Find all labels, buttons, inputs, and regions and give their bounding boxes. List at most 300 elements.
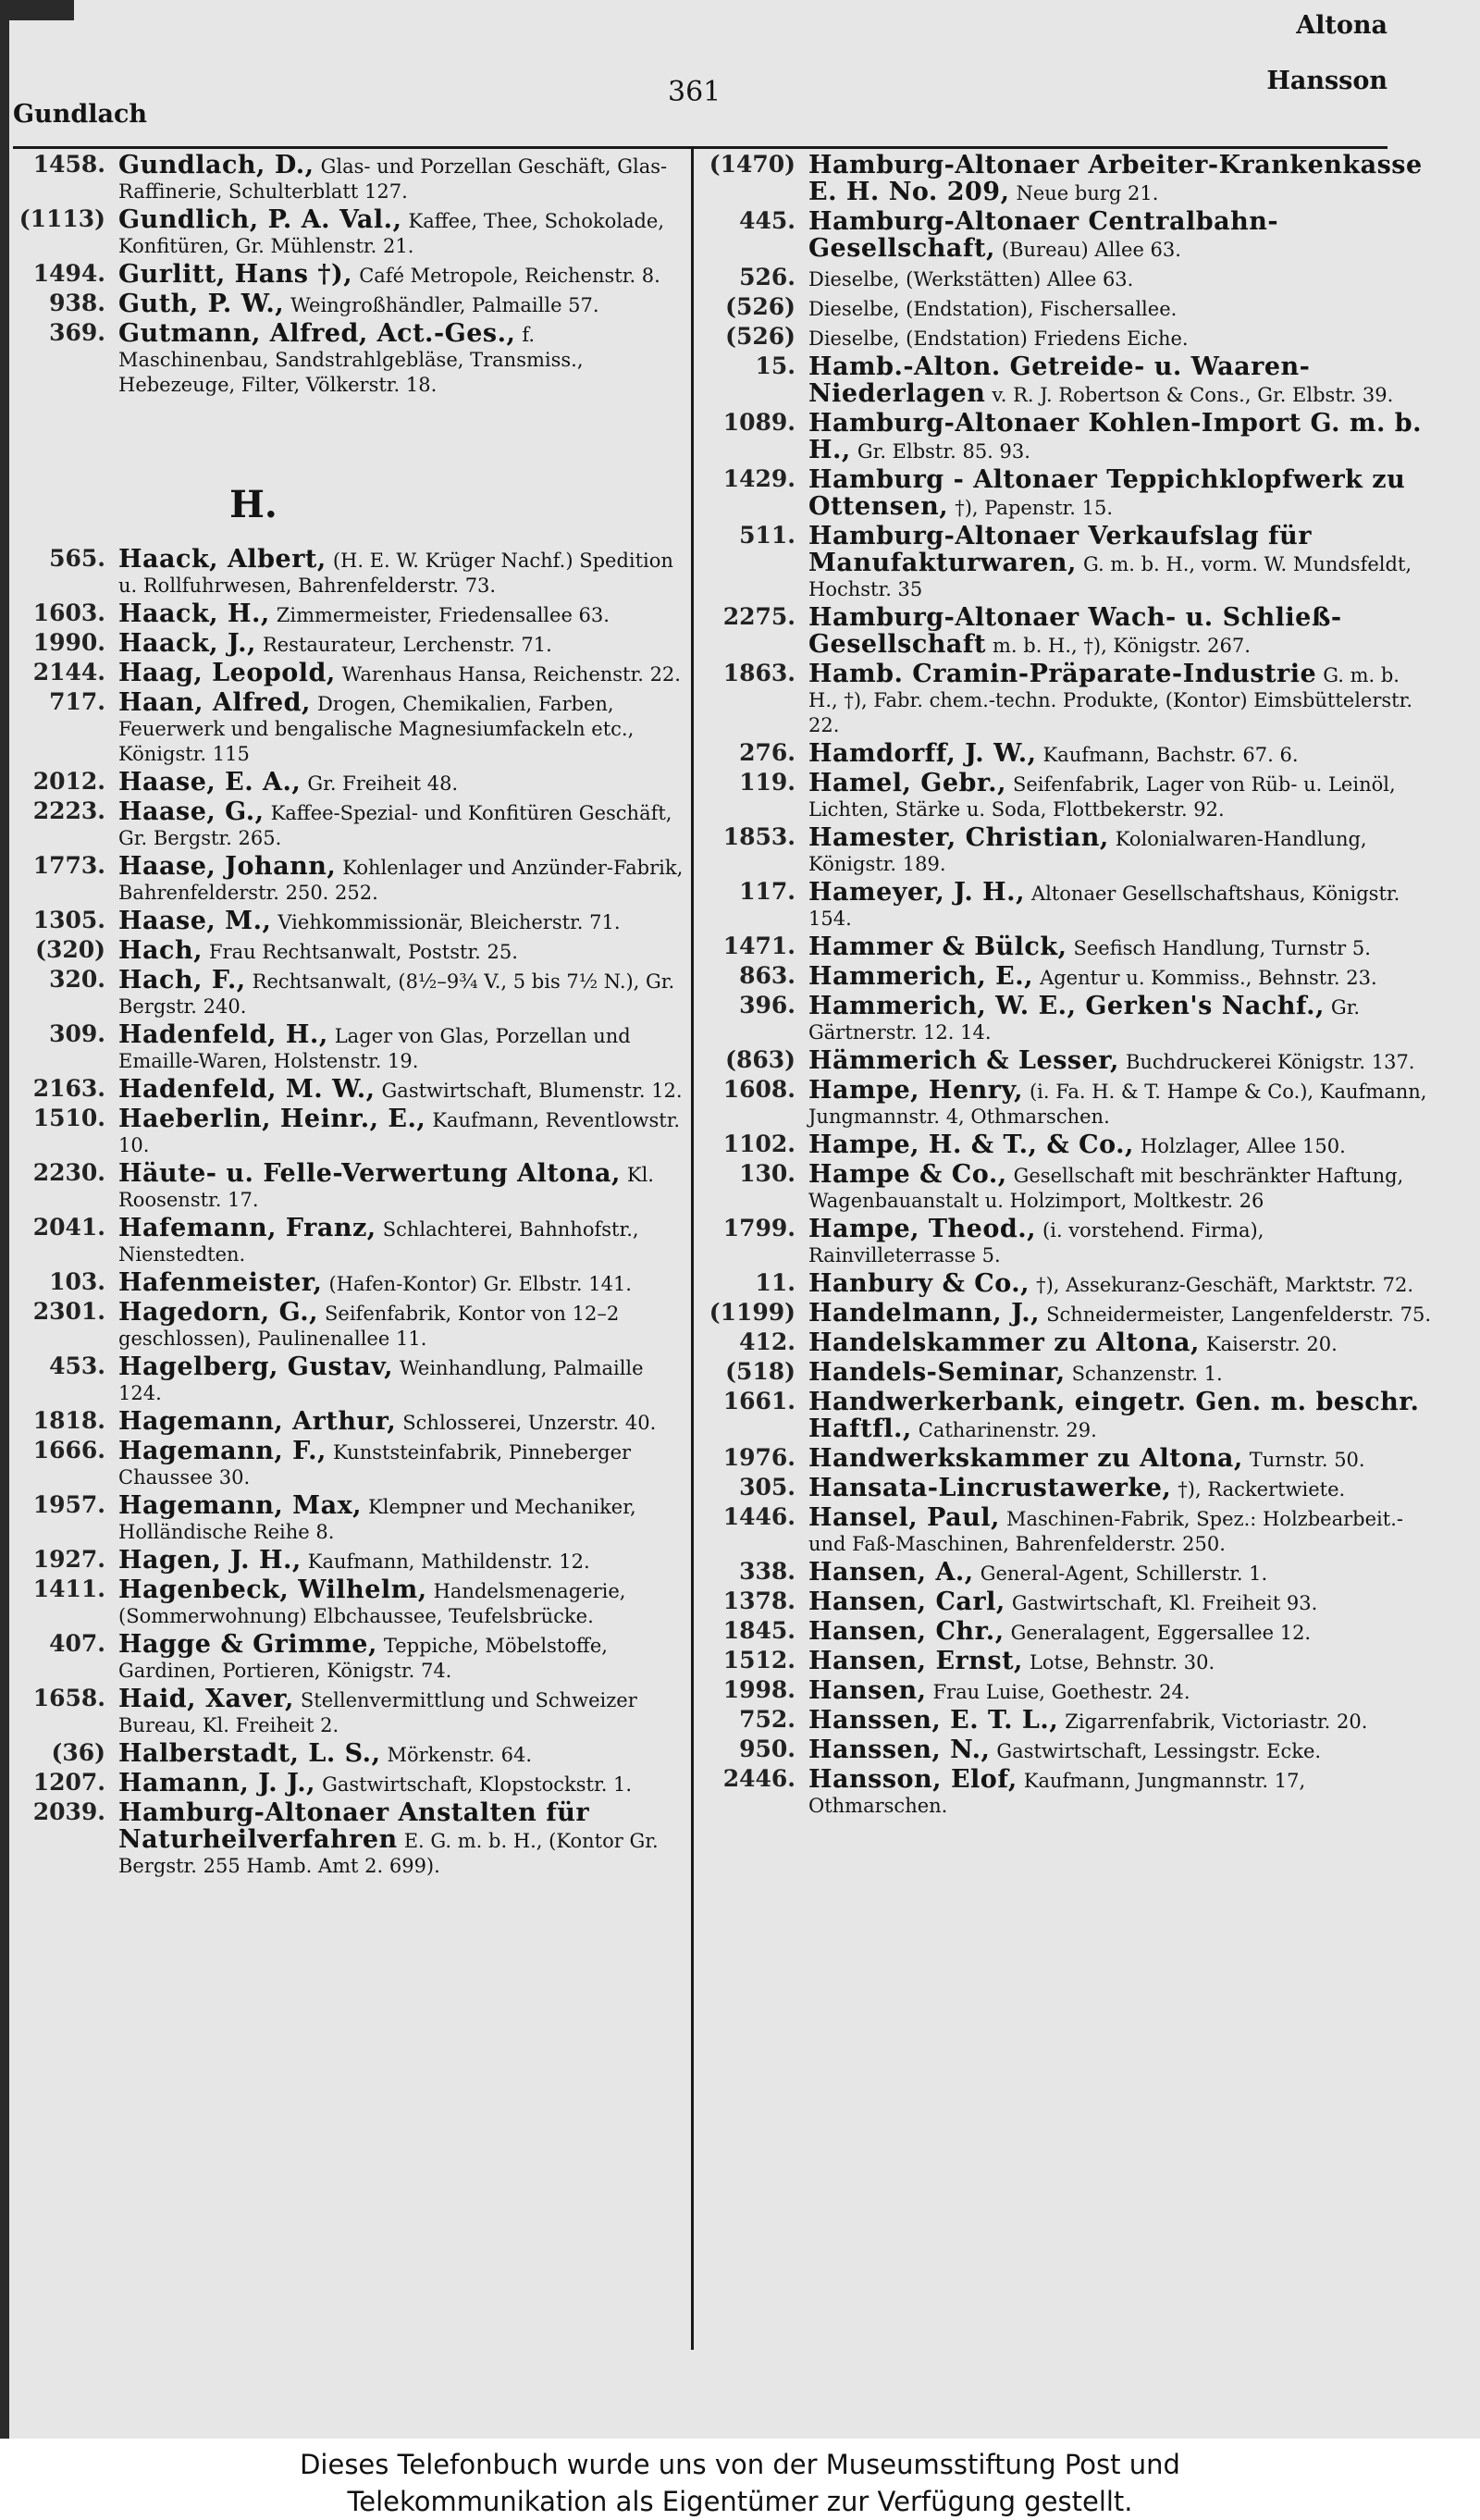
entry-text [808,1268,1434,1298]
entry-text [118,1545,686,1575]
entry-text [808,1159,1434,1214]
entry-text [118,851,686,906]
entry-details: Schlosserei, Unzerstr. 40. [402,1412,657,1434]
entry-details: f. Maschinenbau, Sandstrahlgebläse, Transmiss., Hebezeuge, Filter, Völkerstr. 18. [118,324,584,396]
phone-number: 11. [755,1269,796,1296]
directory-entry [13,1436,686,1490]
entry-name: Handwerkerbank, eingetr. Gen. m. beschr. Haftfl., [808,1388,1420,1443]
directory-entry [703,659,1434,738]
entry-details: Drogen, Chemikalien, Farben, Feuerwerk und bengalische Magnesiumfackeln etc., Königstr. 115 [118,693,635,765]
directory-entry [703,1502,1434,1557]
entry-text [118,1158,686,1213]
entry-details: Klempner und Mechaniker, Holländische Reihe 8. [118,1496,636,1543]
phone-number: 369. [49,319,105,346]
entry-text [808,1705,1434,1735]
entry-name: Haack, H., [118,599,270,628]
entry-details: Gr. Freiheit 48. [307,772,459,795]
directory-entry [703,877,1434,932]
phone-number: 1998. [722,1676,796,1703]
entry-name: Haid, Xaver, [118,1685,294,1713]
phone-number: 103. [49,1268,105,1295]
entry-name: Haase, G., [118,797,265,826]
entry-name: Gundlach, D., [118,151,314,179]
directory-entry [703,1214,1434,1268]
entry-text [808,961,1434,991]
entry-name: Hampe, Henry, [808,1076,1023,1105]
phone-number: 511. [739,522,796,549]
entry-details: Seifenfabrik, Lager von Rüb- u. Leinöl, Lichten, Stärke u. Soda, Flottbekerstr. 92. [808,773,1396,821]
entry-text [118,1575,686,1629]
phone-number: 1411. [32,1575,105,1602]
directory-entry [13,1158,686,1213]
phone-number: 1458. [32,151,105,178]
phone-number: 1799. [722,1215,796,1241]
entry-name: Hadenfeld, M. W., [118,1075,376,1104]
entry-text [118,1684,686,1738]
directory-entry [13,544,686,599]
entry-details: Gastwirtschaft, Lessingstr. Ecke. [996,1740,1322,1762]
directory-entry [13,1267,686,1297]
entry-text [808,1328,1434,1357]
phone-number: 2230. [32,1159,105,1186]
phone-number: 1990. [32,629,105,656]
entry-details: †), Assekuranz-Geschäft, Marktstr. 72. [1036,1274,1414,1296]
entry-details: Kaffee, Thee, Schokolade, Konfitüren, Gr. Mühlenstr. 21. [118,210,665,257]
directory-entry [13,767,686,797]
phone-number: 1957. [32,1491,105,1518]
entry-text [808,1075,1434,1130]
entry-details: E. G. m. b. H., (Kontor Gr. Bergstr. 255 Hamb. Amt 2. 699). [118,1830,659,1877]
directory-entry [13,628,686,658]
directory-entry [703,263,1434,292]
entry-name: Hamburg-Altonaer Kohlen-Import G. m. b. H., [808,409,1423,464]
entry-details: Lager von Glas, Porzellan und Emaille-Waren, Holstenstr. 19. [118,1025,631,1072]
entry-details: Weingroßhändler, Palmaille 57. [290,294,599,316]
entry-text [118,658,686,687]
phone-number: 526. [739,264,796,290]
phone-number: 1305. [32,907,105,933]
entry-details: Buchdruckerei Königstr. 137. [1125,1051,1415,1073]
phone-number: 305. [739,1474,796,1501]
phone-number: (320) [35,936,105,963]
entry-name: Handelmann, J., [808,1299,1041,1328]
entry-details: G. m. b. H., vorm. W. Mundsfeldt, Hochstr. 35 [808,553,1412,600]
directory-entry [703,1387,1434,1443]
entry-name: Hansen, A., [808,1558,974,1587]
entry-name: Hamb. Cramin-Präparate-Industrie [808,660,1317,688]
entry-name: Hameyer, J. H., [808,878,1025,907]
directory-entry [703,1587,1434,1616]
running-head-right: Hansson [1266,67,1388,95]
phone-number: 453. [49,1353,105,1379]
phone-number: 2039. [32,1798,105,1825]
entry-details: Schneidermeister, Langenfelderstr. 75. [1046,1303,1432,1326]
phone-number: 2223. [32,797,105,824]
phone-number: 338. [739,1558,796,1585]
entry-name: Hagemann, Arthur, [118,1407,397,1436]
directory-entry [13,1768,686,1797]
phone-number: (863) [725,1046,796,1073]
entry-name: Hammer & Bülck, [808,933,1067,961]
running-head-city: Altona [1296,11,1388,40]
entry-list-h [13,544,686,1879]
entry-text [118,1629,686,1684]
entry-text [808,408,1434,464]
directory-entry [13,204,686,259]
entry-text [808,1045,1434,1075]
entry-text [808,1616,1434,1646]
entry-details: †), Papenstr. 15. [955,497,1114,519]
phone-number: (518) [725,1358,796,1385]
directory-entry [13,906,686,935]
entry-name: Hamburg-Altonaer Anstalten für Naturheilverfahren [118,1798,590,1854]
phone-number: 1658. [32,1685,105,1711]
entry-list-right [703,150,1434,1819]
footer-line-2: Telekommunikation als Eigentümer zur Verfügung gestellt. [347,2486,1133,2517]
entry-text [118,1213,686,1267]
entry-details: m. b. H., †), Königstr. 267. [992,635,1251,657]
phone-number: 1608. [722,1076,796,1103]
phone-number: 445. [739,207,796,234]
entry-text [118,1768,686,1797]
directory-entry [703,292,1434,322]
directory-entry [703,822,1434,877]
directory-entry [703,1268,1434,1298]
directory-entry [13,259,686,289]
column-divider [691,148,694,2350]
phone-number: 1603. [32,599,105,626]
entry-name: Hafemann, Franz, [118,1214,376,1242]
directory-entry [703,1443,1434,1473]
entry-text [118,599,686,628]
entry-name: Hagemann, Max, [118,1491,363,1520]
directory-entry [13,1074,686,1104]
entry-details: Neue burg 21. [1016,182,1159,204]
entry-name: Handwerkskammer zu Altona, [808,1444,1243,1473]
entry-details: Zigarrenfabrik, Victoriastr. 20. [1065,1711,1368,1733]
phone-number: 2041. [32,1214,105,1241]
entry-details: Gr. Gärtnerstr. 12. 14. [808,996,1361,1044]
entry-text [118,259,686,289]
entry-details: Handelsmenagerie, (Sommerwohnung) Elbchaussee, Teufelsbrücke. [118,1580,626,1627]
entry-details: Maschinen-Fabrik, Spez.: Holzbearbeit.- und Faß-Maschinen, Bahrenfelderstr. 250. [808,1508,1403,1555]
entry-details: (i. Fa. H. & T. Hampe & Co.), Kaufmann, Jungmannstr. 4, Othmarschen. [808,1081,1427,1128]
entry-details: †), Rackertwiete. [1178,1478,1346,1501]
phone-number: 752. [739,1706,796,1733]
entry-text [118,1297,686,1352]
entry-details: Kaufmann, Jungmannstr. 17, Othmarschen. [808,1770,1306,1817]
entry-details: Glas- und Porzellan Geschäft, Glas-Raffinerie, Schulterblatt 127. [118,155,668,203]
entry-details: Gr. Elbstr. 85. 93. [857,440,1030,463]
phone-number: 1510. [32,1105,105,1131]
phone-number: 1845. [722,1617,796,1644]
entry-details: Kl. Roosenstr. 17. [118,1164,654,1211]
directory-entry [13,318,686,398]
directory-entry [13,1629,686,1684]
entry-details: Dieselbe, (Werkstätten) Allee 63. [808,268,1134,290]
entry-name: Hamburg-Altonaer Centralbahn-Gesellschaft, [808,207,1279,263]
entry-name: Hansson, Elof, [808,1765,1018,1794]
entry-name: Hamdorff, J. W., [808,739,1037,768]
entry-name: Hansen, Chr., [808,1617,1005,1646]
entry-details: (H. E. W. Krüger Nachf.) Spedition u. Rollfuhrwesen, Bahrenfelderstr. 73. [118,550,673,597]
phone-number: 2275. [722,603,796,630]
entry-text [808,1587,1434,1616]
phone-number: 1471. [722,933,796,959]
entry-name: Hadenfeld, H., [118,1020,328,1049]
entry-name: Hamburg - Altonaer Teppichklopfwerk zu Ottensen, [808,465,1406,521]
entry-name: Häute- u. Felle-Verwertung Altona, [118,1159,621,1188]
phone-number: 1494. [32,260,105,287]
directory-entry [703,206,1434,263]
phone-number: (1113) [18,205,105,232]
entry-details: Seefisch Handlung, Turnstr 5. [1073,937,1371,959]
phone-number: 407. [49,1630,105,1657]
entry-name: Haack, Albert, [118,545,327,574]
directory-entry [13,935,686,965]
directory-entry [13,965,686,1019]
entry-details: Generalagent, Eggersallee 12. [1010,1622,1312,1644]
entry-name: Hansen, Ernst, [808,1647,1023,1675]
entry-details: Holzlager, Allee 150. [1140,1135,1346,1157]
directory-entry [13,599,686,628]
directory-entry [13,658,686,687]
entry-text [808,877,1434,932]
directory-entry [703,150,1434,206]
entry-details: Gastwirtschaft, Kl. Freiheit 93. [1011,1592,1318,1614]
entry-text [118,1797,686,1879]
entry-name: Hagemann, F., [118,1437,327,1465]
phone-number: 938. [49,290,105,316]
entry-text [808,1735,1434,1764]
directory-entry [13,1575,686,1629]
entry-text [808,206,1434,263]
entry-name: Hamann, J. J., [118,1769,316,1797]
entry-name: Hansen, [808,1676,927,1705]
entry-text [808,768,1434,822]
entry-name: Hagge & Grimme, [118,1630,377,1659]
phone-number: (526) [725,293,796,320]
entry-name: Hanssen, N., [808,1736,991,1764]
entry-text [808,932,1434,961]
entry-details: Kunststeinfabrik, Pinneberger Chaussee 30. [118,1441,632,1489]
phone-number: 320. [49,966,105,993]
entry-name: Gundlich, P. A. Val., [118,205,402,234]
entry-details: Restaurateur, Lerchenstr. 71. [262,634,552,656]
phone-number: 119. [739,769,796,796]
directory-entry [703,1075,1434,1130]
entry-list-g [13,150,686,398]
entry-name: Hamb.-Alton. Getreide- u. Waaren-Niederlagen [808,352,1311,408]
entry-name: Haase, Johann, [118,852,337,881]
entry-details: Schanzenstr. 1. [1071,1363,1223,1385]
entry-name: Hampe, Theod., [808,1215,1037,1243]
phone-number: 1666. [32,1437,105,1464]
left-column [13,150,686,1879]
directory-entry [13,150,686,204]
directory-entry [703,961,1434,991]
entry-name: Hagedorn, G., [118,1298,319,1327]
directory-entry [13,1352,686,1406]
entry-text [118,767,686,797]
entry-text [808,263,1434,292]
entry-text [808,1387,1434,1443]
entry-text [808,1357,1434,1387]
entry-text [808,991,1434,1045]
directory-entry [703,464,1434,521]
phone-number: 1976. [722,1444,796,1471]
page-edge-shadow [0,0,9,2439]
footer-notice [0,2439,1480,2520]
entry-details: G. m. b. H., †), Fabr. chem.-techn. Produkte, (Kontor) Eimsbüttelerstr. 22. [808,664,1413,736]
entry-text [118,1019,686,1074]
entry-details: Gesellschaft mit beschränkter Haftung, Wagenbauanstalt u. Holzimport, Moltkestr. 26 [808,1165,1404,1212]
directory-entry [703,932,1434,961]
entry-details: Altonaer Gesellschaftshaus, Königstr. 154. [808,883,1400,930]
phone-number: 2144. [32,659,105,686]
phone-number: 276. [739,739,796,766]
directory-entry [703,1130,1434,1159]
phone-number: (1199) [709,1299,796,1326]
entry-name: Hampe, H. & T., & Co., [808,1130,1134,1159]
entry-details: Teppiche, Möbelstoffe, Gardinen, Portieren, Königstr. 74. [118,1635,608,1682]
entry-name: Hamburg-Altonaer Wach- u. Schließ-Gesellschaft [808,603,1342,659]
directory-entry [703,738,1434,768]
entry-text [808,1298,1434,1328]
entry-details: Frau Luise, Goethestr. 24. [932,1681,1190,1703]
directory-entry [13,289,686,318]
directory-entry [703,1646,1434,1675]
entry-name: Hammerich, W. E., Gerken's Nachf., [808,992,1325,1020]
entry-text [808,659,1434,738]
entry-name: Hansel, Paul, [808,1503,1000,1532]
entry-text [808,150,1434,206]
entry-details: Viehkommissionär, Bleicherstr. 71. [278,911,621,933]
entry-name: Haase, M., [118,907,272,935]
phone-number: 1818. [32,1407,105,1434]
entry-details: Mörkenstr. 64. [387,1744,533,1766]
entry-name: Hansata-Lincrustawerke, [808,1474,1172,1502]
directory-entry [13,1019,686,1074]
entry-name: Hanssen, E. T. L., [808,1706,1059,1735]
entry-name: Hansen, Carl, [808,1587,1005,1616]
entry-name: Hafenmeister, [118,1268,323,1297]
phone-number: 1863. [722,660,796,686]
directory-entry [13,1406,686,1436]
entry-text [118,1352,686,1406]
entry-name: Haag, Leopold, [118,659,336,687]
directory-entry [703,602,1434,659]
entry-name: Hamel, Gebr., [808,769,1006,797]
entry-text [118,906,686,935]
entry-text [118,797,686,851]
directory-entry [13,1297,686,1352]
entry-name: Hanbury & Co., [808,1269,1030,1298]
phone-number: 1429. [722,465,796,492]
phone-number: 1661. [722,1388,796,1414]
entry-name: Hammerich, E., [808,962,1034,991]
corner-shadow [0,0,74,20]
entry-details: (i. vorstehend. Firma), Rainvilleterrasse 5. [808,1219,1264,1266]
entry-text [808,738,1434,768]
phone-number: (36) [51,1739,105,1766]
entry-text [118,1267,686,1297]
entry-details: Gastwirtschaft, Klopstockstr. 1. [322,1773,633,1796]
entry-details: Kaiserstr. 20. [1205,1333,1338,1355]
page-number: 361 [668,76,722,108]
directory-entry [13,797,686,851]
entry-name: Hagelberg, Gustav, [118,1353,394,1381]
phone-number: 1446. [722,1503,796,1530]
entry-text [118,289,686,318]
phone-number: 1853. [722,823,796,850]
directory-entry [703,1328,1434,1357]
running-head-left: Gundlach [13,100,148,129]
entry-name: Hamburg-Altonaer Verkaufslag für Manufakturwaren, [808,522,1313,577]
entry-details: Café Metropole, Reichenstr. 8. [359,265,660,287]
directory-entry [703,1675,1434,1705]
entry-name: Hach, F., [118,966,246,994]
entry-name: Hamburg-Altonaer Arbeiter-Krankenkasse E. H. No. 209, [808,151,1423,206]
entry-text [808,1557,1434,1587]
entry-name: Haeberlin, Heinr., E., [118,1105,426,1133]
entry-text [118,935,686,965]
entry-text [808,1473,1434,1502]
directory-entry [703,352,1434,408]
entry-name: Hämmerich & Lesser, [808,1046,1119,1075]
entry-name: Gutmann, Alfred, Act.-Ges., [118,319,516,348]
entry-text [118,1074,686,1104]
entry-details: General-Agent, Schillerstr. 1. [980,1563,1268,1585]
entry-name: Haase, E. A., [118,768,302,797]
entry-name: Haack, J., [118,629,256,658]
entry-details: Kaufmann, Mathildenstr. 12. [307,1550,590,1573]
header-rule [13,146,1388,149]
phone-number: 1927. [32,1546,105,1573]
entry-details: Rechtsanwalt, (8½–9¾ V., 5 bis 7½ N.), Gr. Bergstr. 240. [118,970,675,1018]
phone-number: (526) [725,323,796,350]
entry-text [808,1214,1434,1268]
directory-entry [703,1357,1434,1387]
directory-entry [13,1104,686,1158]
phone-number: 1102. [722,1130,796,1157]
directory-entry [703,991,1434,1045]
entry-name: Hamester, Christian, [808,823,1109,852]
entry-details: Kohlenlager und Anzünder-Fabrik, Bahrenfelderstr. 250. 252. [118,857,684,904]
entry-text [808,1646,1434,1675]
directory-entry [13,1545,686,1575]
phone-number: 117. [739,878,796,905]
phone-number: 1378. [722,1587,796,1614]
entry-details: Kaufmann, Bachstr. 67. 6. [1042,744,1299,766]
phone-number: 1512. [722,1647,796,1674]
entry-text [808,1443,1434,1473]
entry-details: Agentur u. Kommiss., Behnstr. 23. [1040,967,1377,989]
phone-number: 1089. [722,409,796,436]
directory-entry [13,1213,686,1267]
phone-number: 396. [739,992,796,1019]
entry-details: (Bureau) Allee 63. [1001,239,1181,261]
entry-text [118,544,686,599]
phone-number: 412. [739,1328,796,1355]
entry-details: Kolonialwaren-Handlung, Königstr. 189. [808,828,1367,875]
phone-number: 15. [755,352,796,379]
entry-details: Stellenvermittlung und Schweizer Bureau, Kl. Freiheit 2. [118,1689,637,1736]
entry-text [118,1406,686,1436]
entry-details: Kaffee-Spezial- und Konfitüren Geschäft, Gr. Bergstr. 265. [118,802,672,849]
directory-entry [703,322,1434,352]
entry-text [118,1490,686,1545]
